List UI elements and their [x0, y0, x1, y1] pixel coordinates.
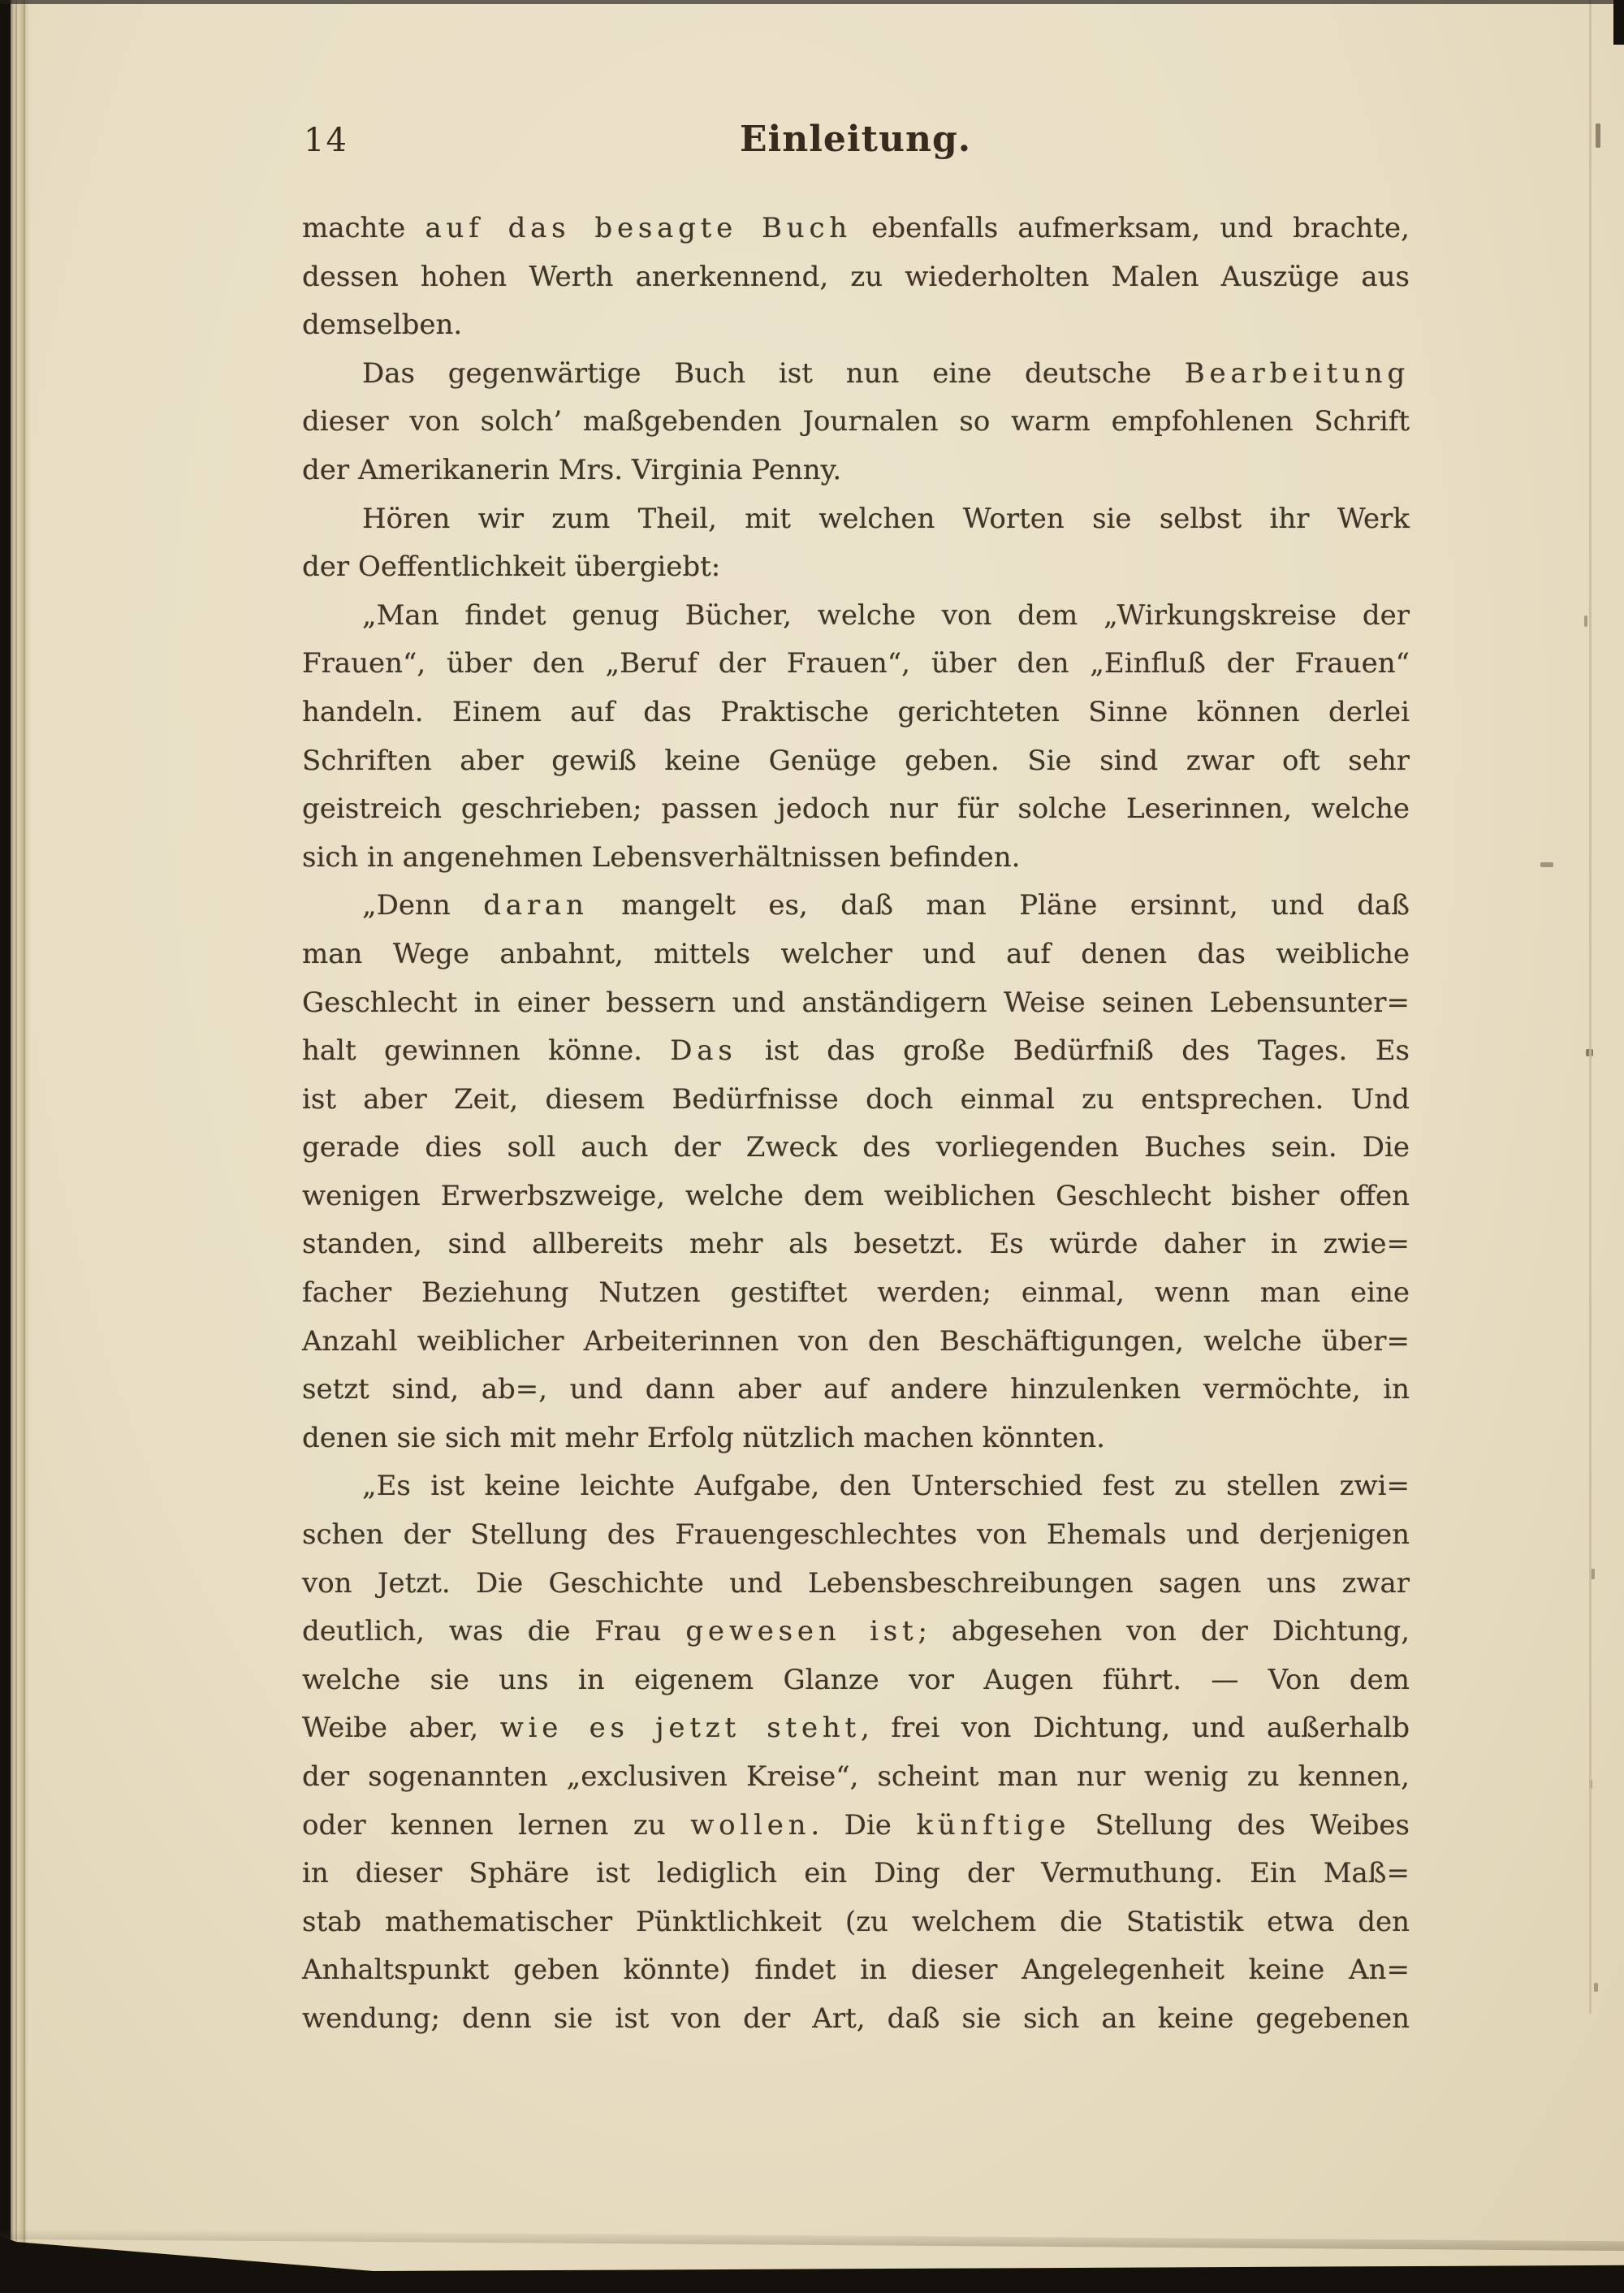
paragraph	[302, 882, 1410, 1462]
text-line	[302, 1898, 1410, 1947]
text-run: facher Beziehung Nutzen gestiftet werden; einmal, wenn man eine	[302, 1276, 1410, 1310]
text-run: „Es ist keine leichte Aufgabe, den Unterschied fest zu stellen zwi=	[362, 1470, 1410, 1503]
text-run: Hören wir zum Theil, mit welchen Worten sie selbst ihr Werk	[362, 502, 1410, 535]
emphasized-run: wie es jetzt steht	[499, 1712, 862, 1745]
text-line	[302, 931, 1410, 979]
scan-top-edge	[0, 0, 1624, 4]
text-run: Geschlecht in einer bessern und anständigern Weise seinen Lebensunter=	[302, 986, 1410, 1019]
text-line	[302, 1560, 1410, 1609]
text-run: denen sie sich mit mehr Erfolg nützlich machen könnten.	[302, 1421, 1105, 1454]
text-run: ; abgesehen von der Dichtung,	[918, 1615, 1410, 1648]
text-line	[302, 1704, 1410, 1753]
text-run: Stellung des Weibes	[1070, 1808, 1410, 1842]
text-line	[302, 737, 1410, 786]
text-run: dessen hohen Werth anerkennend, zu wiederholten Malen Auszüge aus	[302, 260, 1410, 293]
text-line	[302, 785, 1410, 834]
text-line	[302, 1753, 1410, 1802]
text-line	[302, 979, 1410, 1028]
running-head-row	[302, 119, 1409, 164]
paragraph	[302, 592, 1410, 883]
emphasized-run: wollen	[690, 1808, 811, 1842]
text-line	[302, 1946, 1410, 1995]
text-run: mangelt es, daß man Pläne ersinnt, und daß	[588, 889, 1410, 922]
ink-speck	[1540, 862, 1553, 867]
text-run: man Wege anbahnt, mittels welcher und auf denen das weibliche	[302, 937, 1410, 970]
page-number: 14	[304, 122, 348, 159]
text-run: handeln. Einem auf das Praktische gerichteten Sinne können derlei	[302, 695, 1410, 728]
emphasized-run: Das	[670, 1034, 737, 1068]
paper-crease	[1589, 0, 1592, 2014]
emphasized-run: gewesen ist	[685, 1615, 918, 1648]
text-block	[302, 205, 1410, 2044]
text-line	[302, 301, 1410, 350]
text-run: welche sie uns in eigenem Glanze vor Augen führt. — Von dem	[302, 1663, 1410, 1696]
text-line	[302, 592, 1410, 641]
page-edge-line	[15, 0, 17, 2293]
text-line	[302, 1124, 1410, 1172]
paragraph	[302, 350, 1410, 495]
text-line	[302, 1802, 1410, 1850]
text-line	[302, 1511, 1410, 1560]
text-line	[302, 1027, 1410, 1076]
text-run: gerade dies soll auch der Zweck des vorliegenden Buches sein. Die	[302, 1131, 1410, 1164]
text-line	[302, 689, 1410, 737]
text-line	[302, 447, 1410, 495]
text-run: Frauen“, über den „Beruf der Frauen“, über den „Einfluß der Frauen“	[302, 647, 1410, 680]
text-run: stab mathematischer Pünktlichkeit (zu welchem die Statistik etwa den	[302, 1905, 1410, 1938]
text-run: Das gegenwärtige Buch ist nun eine deutsche	[362, 356, 1185, 390]
text-run: demselben.	[302, 309, 463, 342]
text-run: geistreich geschrieben; passen jedoch nur für solche Leserinnen, welche	[302, 792, 1410, 826]
text-line	[302, 1076, 1410, 1125]
text-line	[302, 398, 1410, 447]
ink-speck	[1594, 1983, 1598, 1992]
text-line	[302, 495, 1410, 544]
text-run: standen, sind allbereits mehr als besetzt. Es würde daher in zwie=	[302, 1228, 1410, 1261]
emphasized-run: auf das besagte Buch	[425, 212, 852, 244]
text-run: ebenfalls aufmerksam, und brachte,	[851, 212, 1410, 244]
text-run: wendung; denn sie ist von der Art, daß sie sich an keine gegebenen	[302, 2002, 1410, 2035]
paragraph	[302, 205, 1410, 350]
text-run: „Man findet genug Bücher, welche von dem „Wirkungskreise der	[362, 598, 1410, 632]
text-line	[302, 1656, 1410, 1705]
text-line	[302, 350, 1410, 399]
ink-speck	[1596, 123, 1600, 148]
text-line	[302, 1608, 1410, 1656]
text-line	[302, 1462, 1410, 1511]
text-line	[302, 1172, 1410, 1221]
text-run: in dieser Sphäre ist lediglich ein Ding der Vermuthung. Ein Maß=	[302, 1857, 1410, 1890]
text-line	[302, 1850, 1410, 1898]
text-line	[302, 1269, 1410, 1318]
text-line	[302, 1220, 1410, 1269]
text-run: ist aber Zeit, diesem Bedürfnisse doch einmal zu entsprechen. Und	[302, 1082, 1410, 1116]
emphasized-run: Bearbeitung	[1184, 356, 1410, 390]
text-run: sich in angenehmen Lebensverhältnissen befinden.	[302, 840, 1021, 874]
text-run: deutlich, was die Frau	[302, 1615, 686, 1648]
stacked-page-edges	[11, 0, 30, 2293]
text-run: machte	[302, 212, 425, 244]
text-run: halt gewinnen könne.	[302, 1034, 671, 1068]
running-header: Einleitung.	[739, 119, 972, 160]
emphasized-run: daran	[483, 889, 589, 922]
text-run: Anhaltspunkt geben könnte) findet in dieser Angelegenheit keine An=	[302, 1954, 1410, 1987]
text-line	[302, 253, 1410, 302]
text-run: „Denn	[362, 889, 484, 922]
text-run: oder kennen lernen zu	[302, 1808, 691, 1842]
emphasized-run: künftige	[916, 1808, 1071, 1842]
text-run: dieser von solch’ maßgebenden Journalen so warm empfohlenen Schrift	[302, 405, 1410, 438]
text-run: wenigen Erwerbszweige, welche dem weiblichen Geschlecht bisher offen	[302, 1179, 1410, 1212]
paragraph	[302, 1462, 1410, 2043]
scan-corner-mark	[1613, 0, 1624, 45]
text-run: Weibe aber,	[302, 1712, 500, 1745]
text-line	[302, 1366, 1410, 1414]
text-run: setzt sind, ab=, und dann aber auf andere hinzulenken vermöchte, in	[302, 1373, 1410, 1406]
text-run: der Amerikanerin Mrs. Virginia Penny.	[302, 453, 842, 486]
page-paper	[11, 0, 1624, 2293]
text-line	[302, 1318, 1410, 1367]
paragraph	[302, 495, 1410, 592]
text-line	[302, 882, 1410, 931]
text-run: schen der Stellung des Frauengeschlechtes von Ehemals und derjenigen	[302, 1518, 1410, 1552]
text-line	[302, 205, 1410, 253]
text-line	[302, 543, 1410, 592]
ink-speck	[1584, 615, 1587, 627]
text-run: , frei von Dichtung, und außerhalb	[861, 1712, 1410, 1745]
text-run: Anzahl weiblicher Arbeiterinnen von den Beschäftigungen, welche über=	[302, 1324, 1410, 1358]
text-run: der sogenannten „exclusiven Kreise“, scheint man nur wenig zu kennen,	[302, 1760, 1410, 1793]
text-run: der Oeffentlichkeit übergiebt:	[302, 551, 721, 584]
page-edge-line	[24, 0, 25, 2293]
text-run: . Die	[810, 1808, 917, 1842]
text-line	[302, 1995, 1410, 2044]
text-run: ist das große Bedürfniß des Tages. Es	[736, 1034, 1410, 1068]
text-line	[302, 640, 1410, 689]
text-line	[302, 1414, 1410, 1463]
text-run: Schriften aber gewiß keine Genüge geben. Sie sind zwar oft sehr	[302, 744, 1410, 777]
text-run: von Jetzt. Die Geschichte und Lebensbeschreibungen sagen uns zwar	[302, 1566, 1410, 1600]
text-line	[302, 834, 1410, 883]
